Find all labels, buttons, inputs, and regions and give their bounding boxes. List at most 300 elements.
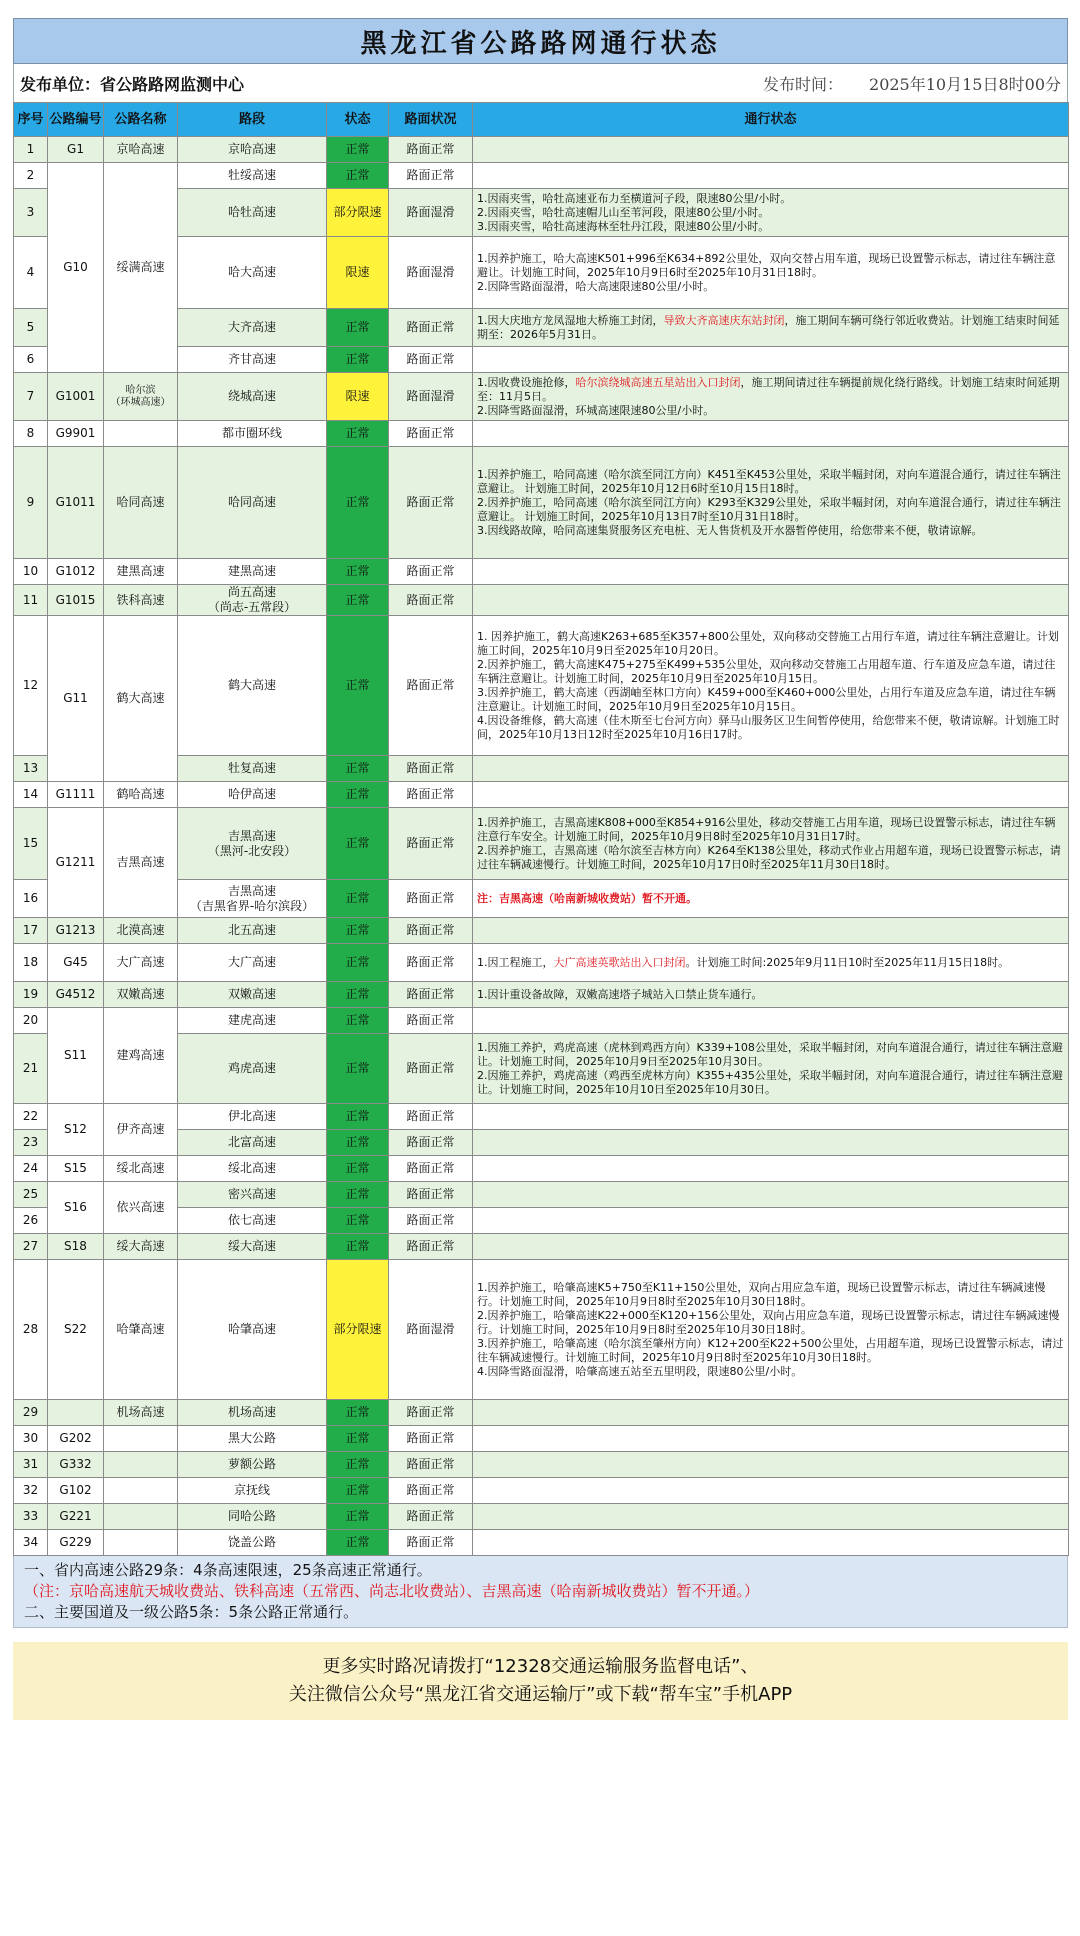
row-index: 34 — [14, 1530, 48, 1556]
traffic-detail — [473, 880, 1069, 918]
road-code: G9901 — [48, 421, 104, 447]
detail-text: 3.因雨夹雪，哈牡高速海林至牡丹江段，限速80公里/小时。 — [477, 219, 770, 233]
traffic-detail — [473, 137, 1069, 163]
detail-line — [477, 1365, 1064, 1379]
segment: 依七高速 — [178, 1208, 327, 1234]
segment: 饶盖公路 — [178, 1530, 327, 1556]
road-name — [104, 1452, 178, 1478]
detail-text: 1.因计重设备故障，双嫩高速塔子城站入口禁止货车通行。 — [477, 987, 763, 1001]
traffic-detail — [473, 237, 1069, 309]
table-row — [14, 944, 1069, 982]
traffic-detail — [473, 1034, 1069, 1104]
road-name: 伊齐高速 — [104, 1104, 178, 1156]
segment: 大广高速 — [178, 944, 327, 982]
detail-line — [477, 1309, 1064, 1337]
traffic-detail — [473, 982, 1069, 1008]
road-condition: 路面正常 — [389, 347, 473, 373]
road-code: G1213 — [48, 918, 104, 944]
publish-time-label: 发布时间： — [763, 74, 844, 94]
road-status-table — [13, 102, 1069, 1556]
detail-text: 3.因线路故障，哈同高速集贤服务区充电桩、无人售货机及开水器暂停使用，给您带来不便，敬请谅解。 — [477, 523, 983, 537]
traffic-detail — [473, 1478, 1069, 1504]
detail-text: 2.因养护施工，哈同高速（哈尔滨至同江方向）K293至K329公里处，采取半幅封闭，对向车道混合通行，请过往车辆注意避让。 计划施工时间，2025年10月13日7时至10月31日18时。 — [477, 495, 1061, 523]
footnote-line-1: 一、省内高速公路29条：4条高速限速，25条高速正常通行。 — [24, 1561, 432, 1579]
status-badge: 正常 — [327, 1208, 389, 1234]
row-index: 28 — [14, 1260, 48, 1400]
traffic-detail — [473, 373, 1069, 421]
segment: 大齐高速 — [178, 309, 327, 347]
road-name: 建鸡高速 — [104, 1008, 178, 1104]
table-row — [14, 1234, 1069, 1260]
road-condition: 路面正常 — [389, 1504, 473, 1530]
traffic-detail — [473, 1400, 1069, 1426]
col-header-code: 公路编号 — [48, 103, 104, 137]
publisher: 发布单位：省公路路网监测中心 — [20, 74, 245, 94]
table-row — [14, 1504, 1069, 1530]
segment: 都市圈环线 — [178, 421, 327, 447]
segment: 萝额公路 — [178, 1452, 327, 1478]
status-badge: 正常 — [327, 756, 389, 782]
traffic-detail — [473, 1208, 1069, 1234]
detail-line — [477, 220, 1064, 234]
segment: 双嫩高速 — [178, 982, 327, 1008]
traffic-detail — [473, 559, 1069, 585]
segment: 鸡虎高速 — [178, 1034, 327, 1104]
publish-time-value: 2025年10月15日8时00分 — [869, 74, 1061, 94]
row-index: 27 — [14, 1234, 48, 1260]
road-code: S11 — [48, 1008, 104, 1104]
road-name-sub: （环城高速） — [110, 396, 171, 408]
row-index: 4 — [14, 237, 48, 309]
segment-sub: （吉黑省界-哈尔滨段） — [189, 898, 315, 913]
road-condition: 路面正常 — [389, 1530, 473, 1556]
row-index: 20 — [14, 1008, 48, 1034]
row-index: 25 — [14, 1182, 48, 1208]
road-condition: 路面正常 — [389, 808, 473, 880]
col-header-status: 状态 — [327, 103, 389, 137]
road-name: 机场高速 — [104, 1400, 178, 1426]
road-code: G1011 — [48, 447, 104, 559]
detail-text: 3.因养护施工，鹤大高速（西湖岫至林口方向）K459+000至K460+000公里处，占用行车道及应急车道，请过往车辆注意避让。计划施工时间，2025年10月9日至2025年10月15日。 — [477, 685, 1056, 713]
detail-text: 1.因养护施工，哈同高速（哈尔滨至同江方向）K451至K453公里处，采取半幅封闭，对向车道混合通行，请过往车辆注意避让。 计划施工时间，2025年10月12日6时至10月15日18时。 — [477, 467, 1061, 495]
status-badge: 正常 — [327, 918, 389, 944]
road-condition: 路面正常 — [389, 1478, 473, 1504]
status-badge: 正常 — [327, 137, 389, 163]
banner-line-1: 更多实时路况请拨打“12328交通运输服务监督电话”、 — [322, 1656, 759, 1677]
page — [13, 18, 1068, 1923]
segment: 绕城高速 — [178, 373, 327, 421]
detail-line — [477, 658, 1064, 686]
status-badge: 正常 — [327, 944, 389, 982]
segment-main: 吉黑高速 — [227, 883, 276, 898]
segment: 哈大高速 — [178, 237, 327, 309]
detail-line — [477, 192, 1064, 206]
road-condition: 路面正常 — [389, 1234, 473, 1260]
table-header-row — [14, 103, 1069, 137]
traffic-detail — [473, 918, 1069, 944]
road-condition: 路面正常 — [389, 756, 473, 782]
road-name: 依兴高速 — [104, 1182, 178, 1234]
row-index: 32 — [14, 1478, 48, 1504]
table-row — [14, 616, 1069, 756]
road-name — [104, 1426, 178, 1452]
road-name: 哈同高速 — [104, 447, 178, 559]
segment: 哈同高速 — [178, 447, 327, 559]
segment: 哈牡高速 — [178, 189, 327, 237]
road-condition: 路面正常 — [389, 1452, 473, 1478]
detail-line — [477, 524, 1064, 538]
road-code: G1 — [48, 137, 104, 163]
traffic-detail — [473, 808, 1069, 880]
col-header-road: 路面状况 — [389, 103, 473, 137]
summary-footnote — [13, 1556, 1068, 1628]
detail-text: 4.因降雪路面湿滑，哈肇高速五站至五里明段，限速80公里/小时。 — [477, 1364, 803, 1378]
status-badge: 正常 — [327, 163, 389, 189]
traffic-detail — [473, 447, 1069, 559]
table-row — [14, 1452, 1069, 1478]
road-code: S15 — [48, 1156, 104, 1182]
road-condition: 路面正常 — [389, 1008, 473, 1034]
detail-text: 1. 因养护施工，鹤大高速K263+685至K357+800公里处，双向移动交替施工占用行车道，请过往车辆注意避让。计划施工时间，2025年10月9日至2025年10月20日。 — [477, 629, 1059, 657]
status-badge: 正常 — [327, 1452, 389, 1478]
detail-text: 1.因施工养护，鸡虎高速（虎林到鸡西方向）K339+108公里处，采取半幅封闭，对向车道混合通行，请过往车辆注意避让。计划施工时间，2025年10月9日至2025年10月30日。 — [477, 1040, 1063, 1068]
road-name: 绥满高速 — [104, 163, 178, 373]
segment-sub: （黑河-北安段） — [207, 843, 297, 858]
detail-line — [477, 892, 1064, 906]
segment: 哈肇高速 — [178, 1260, 327, 1400]
publish-info-row — [13, 64, 1068, 102]
road-condition: 路面正常 — [389, 1182, 473, 1208]
detail-text: 注：吉黑高速（哈南新城收费站）暂不开通。 — [477, 891, 697, 905]
row-index: 16 — [14, 880, 48, 918]
detail-line — [477, 1281, 1064, 1309]
segment: 齐甘高速 — [178, 347, 327, 373]
detail-text: 2.因雨夹雪，哈牡高速帽儿山至苇河段，限速80公里/小时。 — [477, 205, 770, 219]
detail-text: 4.因设备维修，鹤大高速（佳木斯至七台河方向）驿马山服务区卫生间暂停使用，给您带来不便，敬请谅解。计划施工时间，2025年10月13日12时至2025年10月16日17时。 — [477, 713, 1060, 741]
detail-text: ，施工期间车辆可绕行邻近收费站。计划施工结束时间延期至：2026年5月31日。 — [477, 313, 1060, 341]
segment: 绥大高速 — [178, 1234, 327, 1260]
traffic-detail — [473, 1234, 1069, 1260]
traffic-detail — [473, 616, 1069, 756]
detail-text: 1.因工程施工， — [477, 955, 554, 969]
road-name: 铁科高速 — [104, 585, 178, 616]
status-badge: 正常 — [327, 616, 389, 756]
road-code: G332 — [48, 1452, 104, 1478]
row-index: 21 — [14, 1034, 48, 1104]
row-index: 24 — [14, 1156, 48, 1182]
segment-sub: （尚志-五常段） — [207, 600, 297, 614]
table-row — [14, 1104, 1069, 1130]
detail-line — [477, 988, 1064, 1002]
road-condition: 路面正常 — [389, 1104, 473, 1130]
road-name: 京哈高速 — [104, 137, 178, 163]
road-condition: 路面正常 — [389, 585, 473, 616]
road-code: S12 — [48, 1104, 104, 1156]
road-condition: 路面正常 — [389, 1156, 473, 1182]
banner-line-2: 关注微信公众号“黑龙江省交通运输厅”或下载“帮车宝”手机APP — [288, 1684, 793, 1705]
road-code: G10 — [48, 163, 104, 373]
row-index: 23 — [14, 1130, 48, 1156]
status-badge: 正常 — [327, 1182, 389, 1208]
road-code: G1015 — [48, 585, 104, 616]
segment: 密兴高速 — [178, 1182, 327, 1208]
detail-line — [477, 314, 1064, 342]
road-name: 鹤哈高速 — [104, 782, 178, 808]
segment-main: 吉黑高速 — [227, 828, 276, 843]
status-badge: 部分限速 — [327, 1260, 389, 1400]
table-row — [14, 1156, 1069, 1182]
road-code: G1111 — [48, 782, 104, 808]
road-name-main: 哈尔滨 — [125, 384, 156, 396]
road-condition: 路面正常 — [389, 1426, 473, 1452]
road-condition: 路面湿滑 — [389, 237, 473, 309]
road-code: G1211 — [48, 808, 104, 918]
row-index: 8 — [14, 421, 48, 447]
road-code: G229 — [48, 1530, 104, 1556]
row-index: 15 — [14, 808, 48, 880]
road-code: G102 — [48, 1478, 104, 1504]
segment: 机场高速 — [178, 1400, 327, 1426]
road-code: S16 — [48, 1182, 104, 1234]
table-row — [14, 782, 1069, 808]
segment: 哈伊高速 — [178, 782, 327, 808]
traffic-detail — [473, 585, 1069, 616]
detail-line — [477, 714, 1064, 742]
road-condition: 路面正常 — [389, 447, 473, 559]
road-code: G202 — [48, 1426, 104, 1452]
segment: 牡绥高速 — [178, 163, 327, 189]
status-badge: 正常 — [327, 1426, 389, 1452]
detail-text: 2.因养护施工，哈肇高速K22+000至K120+156公里处，双向占用应急车道，现场已设置警示标志，请过往车辆减速慢行。计划施工时间，2025年10月9日8时至2025年10月30日18时。 — [477, 1308, 1060, 1336]
traffic-detail — [473, 1504, 1069, 1530]
road-name: 大广高速 — [104, 944, 178, 982]
traffic-detail — [473, 782, 1069, 808]
road-name: 双嫩高速 — [104, 982, 178, 1008]
road-condition: 路面正常 — [389, 309, 473, 347]
row-index: 17 — [14, 918, 48, 944]
row-index: 6 — [14, 347, 48, 373]
traffic-detail — [473, 309, 1069, 347]
segment-main: 尚五高速 — [227, 585, 276, 599]
footnote-line-3: 二、主要国道及一级公路5条：5条公路正常通行。 — [24, 1603, 359, 1621]
detail-text: ，施工期间请过往车辆提前规化绕行路线。计划施工结束时间延期至：11月5日。 — [477, 375, 1060, 403]
road-name: 鹤大高速 — [104, 616, 178, 782]
status-badge: 部分限速 — [327, 189, 389, 237]
detail-text: 2.因降雪路面湿滑，哈大高速限速80公里/小时。 — [477, 279, 715, 293]
status-badge: 正常 — [327, 1156, 389, 1182]
road-code — [48, 1400, 104, 1426]
detail-text: 1.因养护施工，哈大高速K501+996至K634+892公里处，双向交替占用车道，现场已设置警示标志，请过往车辆注意避让。计划施工时间，2025年10月9日6时至2025年10月31日18时。 — [477, 251, 1056, 279]
row-index: 13 — [14, 756, 48, 782]
detail-text: 1.因养护施工，吉黑高速K808+000至K854+916公里处，移动交替施工占用车道，现场已设置警示标志，请过往车辆注意行车安全。计划施工时间，2025年10月9日8时至2025年10月31日17时。 — [477, 815, 1056, 843]
traffic-detail — [473, 756, 1069, 782]
segment: 建黑高速 — [178, 559, 327, 585]
detail-text: 2.因养护施工，鹤大高速K475+275至K499+535公里处，双向移动交替施工占用超车道、行车道及应急车道，请过往车辆注意避让。计划施工时间，2025年10月9日至2025年10月15日。 — [477, 657, 1056, 685]
detail-text: 大广高速英歌站出入口封闭 — [553, 955, 686, 969]
row-index: 11 — [14, 585, 48, 616]
col-header-segment: 路段 — [178, 103, 327, 137]
detail-line — [477, 1337, 1064, 1365]
table-row — [14, 918, 1069, 944]
road-condition: 路面正常 — [389, 137, 473, 163]
road-name — [104, 421, 178, 447]
segment: 同哈公路 — [178, 1504, 327, 1530]
road-condition: 路面正常 — [389, 163, 473, 189]
row-index: 9 — [14, 447, 48, 559]
road-condition: 路面正常 — [389, 1034, 473, 1104]
status-badge: 正常 — [327, 1504, 389, 1530]
road-condition: 路面正常 — [389, 1130, 473, 1156]
detail-line — [477, 844, 1064, 872]
col-header-name: 公路名称 — [104, 103, 178, 137]
traffic-detail — [473, 163, 1069, 189]
contact-banner — [13, 1642, 1068, 1720]
status-badge: 正常 — [327, 1130, 389, 1156]
detail-text: 3.因养护施工，哈肇高速（哈尔滨至肇州方向）K12+200至K22+500公里处，占用超车道，现场已设置警示标志，请过往车辆减速慢行。计划施工时间，2025年10月9日8时至2025年10月30日18时。 — [477, 1336, 1064, 1364]
row-index: 26 — [14, 1208, 48, 1234]
detail-text: 2.因施工养护，鸡虎高速（鸡西至虎林方向）K355+435公里处，采取半幅封闭，对向车道混合通行，请过往车辆注意避让。计划施工时间，2025年10月10日至2025年10月30日。 — [477, 1068, 1063, 1096]
road-code: S18 — [48, 1234, 104, 1260]
detail-line — [477, 206, 1064, 220]
detail-line — [477, 686, 1064, 714]
row-index: 31 — [14, 1452, 48, 1478]
detail-line — [477, 496, 1064, 524]
road-condition: 路面正常 — [389, 944, 473, 982]
status-badge: 正常 — [327, 309, 389, 347]
road-name — [104, 1530, 178, 1556]
road-condition: 路面湿滑 — [389, 189, 473, 237]
status-badge: 正常 — [327, 1530, 389, 1556]
table-row — [14, 1008, 1069, 1034]
detail-text: 1.因大庆地方龙凤湿地大桥施工封闭， — [477, 313, 664, 327]
row-index: 30 — [14, 1426, 48, 1452]
table-row — [14, 982, 1069, 1008]
road-code: G11 — [48, 616, 104, 782]
segment — [178, 585, 327, 616]
traffic-detail — [473, 1156, 1069, 1182]
road-condition: 路面正常 — [389, 1400, 473, 1426]
row-index: 1 — [14, 137, 48, 163]
road-name: 绥北高速 — [104, 1156, 178, 1182]
row-index: 29 — [14, 1400, 48, 1426]
detail-text: 哈尔滨绕城高速五星站出入口封闭 — [575, 375, 741, 389]
detail-text: 1.因雨夹雪，哈牡高速亚布力至横道河子段，限速80公里/小时。 — [477, 191, 792, 205]
road-condition: 路面正常 — [389, 1208, 473, 1234]
road-condition: 路面正常 — [389, 559, 473, 585]
traffic-detail — [473, 1182, 1069, 1208]
status-badge: 正常 — [327, 782, 389, 808]
road-name — [104, 373, 178, 421]
status-badge: 正常 — [327, 880, 389, 918]
table-row — [14, 1260, 1069, 1400]
segment: 牡复高速 — [178, 756, 327, 782]
row-index: 33 — [14, 1504, 48, 1530]
road-condition: 路面正常 — [389, 782, 473, 808]
segment — [178, 880, 327, 918]
status-badge: 正常 — [327, 1034, 389, 1104]
road-code: G221 — [48, 1504, 104, 1530]
road-condition: 路面正常 — [389, 880, 473, 918]
road-name: 哈肇高速 — [104, 1260, 178, 1400]
table-row — [14, 1182, 1069, 1208]
detail-text: 导致大齐高速庆东站封闭 — [663, 313, 785, 327]
detail-line — [477, 404, 1064, 418]
status-badge: 正常 — [327, 982, 389, 1008]
table-row — [14, 137, 1069, 163]
detail-line — [477, 468, 1064, 496]
table-row — [14, 447, 1069, 559]
road-name — [104, 1504, 178, 1530]
traffic-detail — [473, 1530, 1069, 1556]
segment: 京抚线 — [178, 1478, 327, 1504]
traffic-detail — [473, 1260, 1069, 1400]
segment: 绥北高速 — [178, 1156, 327, 1182]
segment: 北富高速 — [178, 1130, 327, 1156]
road-code: S22 — [48, 1260, 104, 1400]
road-condition: 路面正常 — [389, 421, 473, 447]
road-code: G1001 — [48, 373, 104, 421]
road-name — [104, 1478, 178, 1504]
status-badge: 正常 — [327, 1400, 389, 1426]
detail-line — [477, 1041, 1064, 1069]
status-badge: 正常 — [327, 347, 389, 373]
traffic-detail — [473, 1130, 1069, 1156]
road-condition: 路面正常 — [389, 616, 473, 756]
col-header-index: 序号 — [14, 103, 48, 137]
table-row — [14, 373, 1069, 421]
segment: 鹤大高速 — [178, 616, 327, 756]
status-badge: 限速 — [327, 237, 389, 309]
table-row — [14, 1426, 1069, 1452]
page-title: 黑龙江省公路路网通行状态 — [13, 18, 1068, 64]
detail-line — [477, 630, 1064, 658]
table-row — [14, 808, 1069, 880]
detail-line — [477, 280, 1064, 294]
status-badge: 正常 — [327, 1234, 389, 1260]
row-index: 14 — [14, 782, 48, 808]
row-index: 7 — [14, 373, 48, 421]
road-name: 绥大高速 — [104, 1234, 178, 1260]
table-row — [14, 421, 1069, 447]
status-badge: 正常 — [327, 421, 389, 447]
road-name: 吉黑高速 — [104, 808, 178, 918]
status-badge: 正常 — [327, 1478, 389, 1504]
status-badge: 限速 — [327, 373, 389, 421]
row-index: 5 — [14, 309, 48, 347]
road-code: G4512 — [48, 982, 104, 1008]
segment: 京哈高速 — [178, 137, 327, 163]
traffic-detail — [473, 347, 1069, 373]
road-name: 建黑高速 — [104, 559, 178, 585]
detail-line — [477, 816, 1064, 844]
traffic-detail — [473, 1452, 1069, 1478]
table-row — [14, 559, 1069, 585]
traffic-detail — [473, 421, 1069, 447]
road-code: G1012 — [48, 559, 104, 585]
detail-text: 1.因收费设施抢修， — [477, 375, 576, 389]
row-index: 19 — [14, 982, 48, 1008]
segment — [178, 808, 327, 880]
table-row — [14, 1400, 1069, 1426]
detail-line — [477, 376, 1064, 404]
road-condition: 路面湿滑 — [389, 1260, 473, 1400]
status-badge: 正常 — [327, 585, 389, 616]
row-index: 22 — [14, 1104, 48, 1130]
segment: 黑大公路 — [178, 1426, 327, 1452]
traffic-detail — [473, 1426, 1069, 1452]
col-header-detail: 通行状态 — [473, 103, 1069, 137]
row-index: 18 — [14, 944, 48, 982]
